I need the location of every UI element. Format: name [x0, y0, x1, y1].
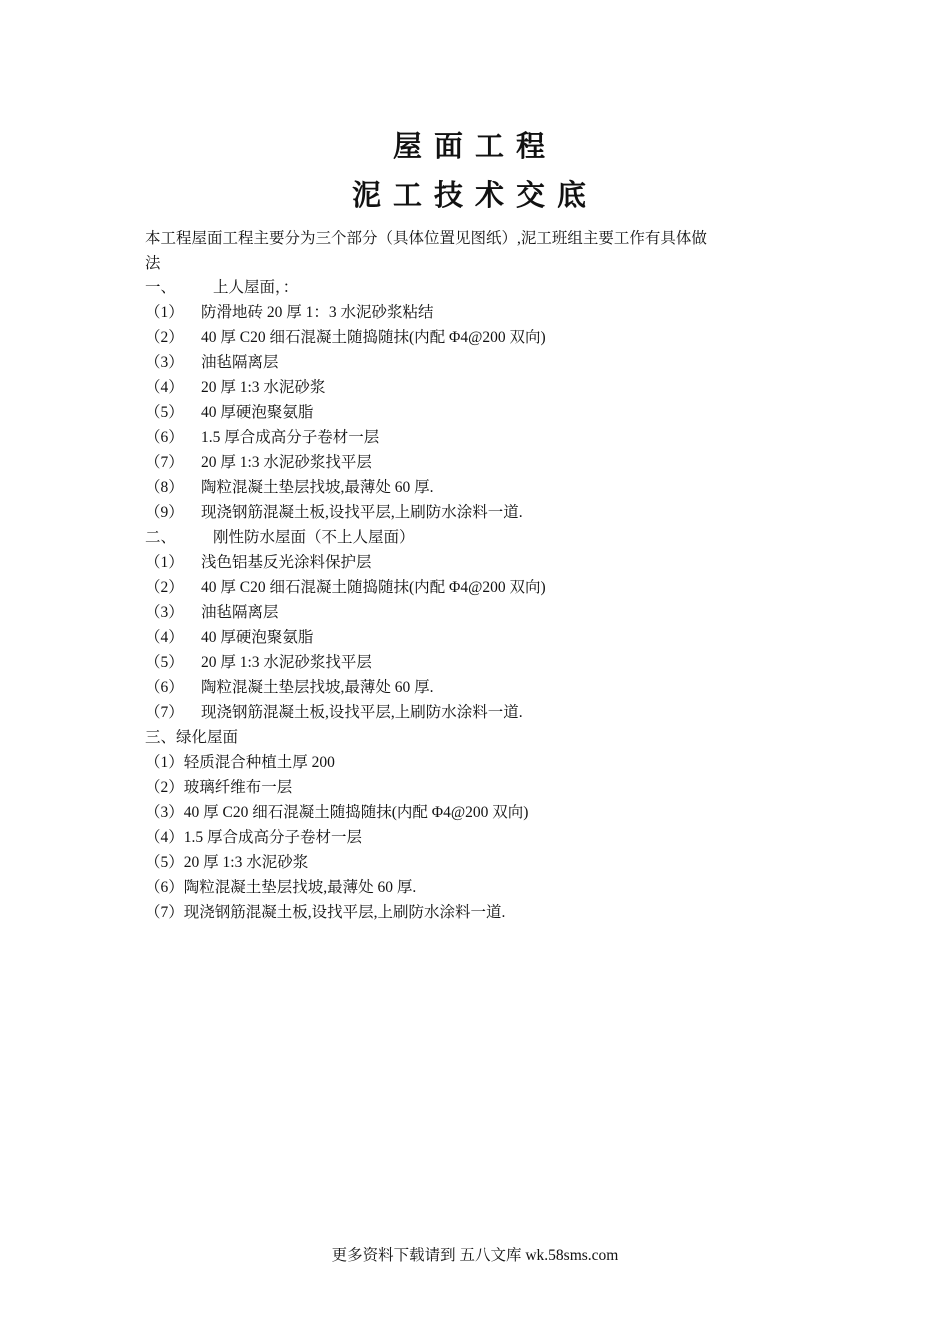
list-item — [145, 625, 785, 650]
section-number: 二、 — [145, 529, 177, 546]
item-text: 20 厚 1:3 水泥砂浆找平层 — [201, 654, 372, 671]
item-text: 20 厚 1:3 水泥砂浆 — [183, 854, 309, 871]
item-number: （7） — [145, 904, 184, 921]
section-heading — [145, 725, 785, 750]
list-item — [145, 575, 785, 600]
section-number: 三、 — [145, 729, 177, 746]
item-text: 40 厚硬泡聚氨脂 — [201, 404, 314, 421]
item-number: （6） — [145, 429, 184, 446]
item-text: 油毡隔离层 — [201, 354, 279, 371]
list-item — [145, 300, 785, 325]
item-text: 40 厚硬泡聚氨脂 — [201, 629, 314, 646]
item-text: 40 厚 C20 细石混凝土随捣随抹(内配 Φ4@200 双向) — [183, 804, 529, 821]
item-number: （6） — [145, 679, 184, 696]
item-text: 浅色铝基反光涂料保护层 — [201, 554, 372, 571]
list-item — [145, 425, 785, 450]
item-number: （3） — [145, 604, 184, 621]
list-item — [145, 750, 785, 775]
section-title: 刚性防水屋面（不上人屋面） — [213, 529, 415, 546]
item-text: 40 厚 C20 细石混凝土随捣随抹(内配 Φ4@200 双向) — [201, 329, 546, 346]
item-number: （1） — [145, 304, 184, 321]
item-text: 20 厚 1:3 水泥砂浆找平层 — [201, 454, 372, 471]
list-item — [145, 375, 785, 400]
item-text: 1.5 厚合成高分子卷材一层 — [201, 429, 380, 446]
list-item — [145, 450, 785, 475]
page-footer: 更多资料下载请到 五八文库 wk.58sms.com — [331, 1247, 619, 1264]
item-text: 现浇钢筋混凝土板,设找平层,上刷防水涂料一道. — [201, 504, 523, 521]
item-text: 1.5 厚合成高分子卷材一层 — [183, 829, 363, 846]
item-number: （3） — [145, 354, 184, 371]
section-heading — [145, 525, 785, 550]
item-number: （1） — [145, 554, 184, 571]
list-item — [145, 325, 785, 350]
list-item — [145, 850, 785, 875]
section-heading — [145, 275, 785, 300]
item-text: 现浇钢筋混凝土板,设找平层,上刷防水涂料一道. — [201, 704, 523, 721]
item-number: （7） — [145, 704, 184, 721]
item-number: （5） — [145, 404, 184, 421]
item-number: （3） — [145, 804, 184, 821]
section-number: 一、 — [145, 279, 177, 296]
item-number: （4） — [145, 379, 184, 396]
item-number: （7） — [145, 454, 184, 471]
item-number: （5） — [145, 854, 184, 871]
page-subtitle: 泥工技术交底 — [351, 178, 598, 212]
item-number: （2） — [145, 329, 184, 346]
intro-paragraph: 本工程屋面工程主要分为三个部分（具体位置见图纸）,泥工班组主要工作有具体做法 — [145, 230, 707, 272]
item-text: 玻璃纤维布一层 — [183, 779, 293, 796]
item-number: （8） — [145, 479, 184, 496]
list-item — [145, 825, 785, 850]
list-item — [145, 475, 785, 500]
list-item — [145, 875, 785, 900]
item-text: 轻质混合种植土厚 200 — [183, 754, 335, 771]
list-item — [145, 650, 785, 675]
list-item — [145, 600, 785, 625]
section-title: 绿化屋面 — [176, 729, 239, 746]
item-number: （2） — [145, 779, 184, 796]
item-number: （9） — [145, 504, 184, 521]
item-text: 陶粒混凝土垫层找坡,最薄处 60 厚. — [201, 479, 434, 496]
list-item — [145, 400, 785, 425]
list-item — [145, 900, 785, 925]
item-number: （4） — [145, 629, 184, 646]
item-text: 陶粒混凝土垫层找坡,最薄处 60 厚. — [183, 879, 417, 896]
item-number: （1） — [145, 754, 184, 771]
item-number: （2） — [145, 579, 184, 596]
list-item — [145, 350, 785, 375]
list-item — [145, 550, 785, 575]
list-item — [145, 775, 785, 800]
item-number: （4） — [145, 829, 184, 846]
item-text: 40 厚 C20 细石混凝土随捣随抹(内配 Φ4@200 双向) — [201, 579, 546, 596]
list-item — [145, 500, 785, 525]
item-text: 油毡隔离层 — [201, 604, 279, 621]
item-text: 防滑地砖 20 厚 1：3 水泥砂浆粘结 — [201, 304, 434, 321]
item-text: 现浇钢筋混凝土板,设找平层,上刷防水涂料一道. — [183, 904, 506, 921]
item-text: 陶粒混凝土垫层找坡,最薄处 60 厚. — [201, 679, 434, 696]
document-body — [145, 275, 785, 925]
list-item — [145, 675, 785, 700]
list-item — [145, 700, 785, 725]
list-item — [145, 800, 785, 825]
section-title: 上人屋面，： — [213, 279, 299, 296]
page-title: 屋面工程 — [392, 129, 557, 163]
item-text: 20 厚 1:3 水泥砂浆 — [201, 379, 326, 396]
item-number: （6） — [145, 879, 184, 896]
item-number: （5） — [145, 654, 184, 671]
